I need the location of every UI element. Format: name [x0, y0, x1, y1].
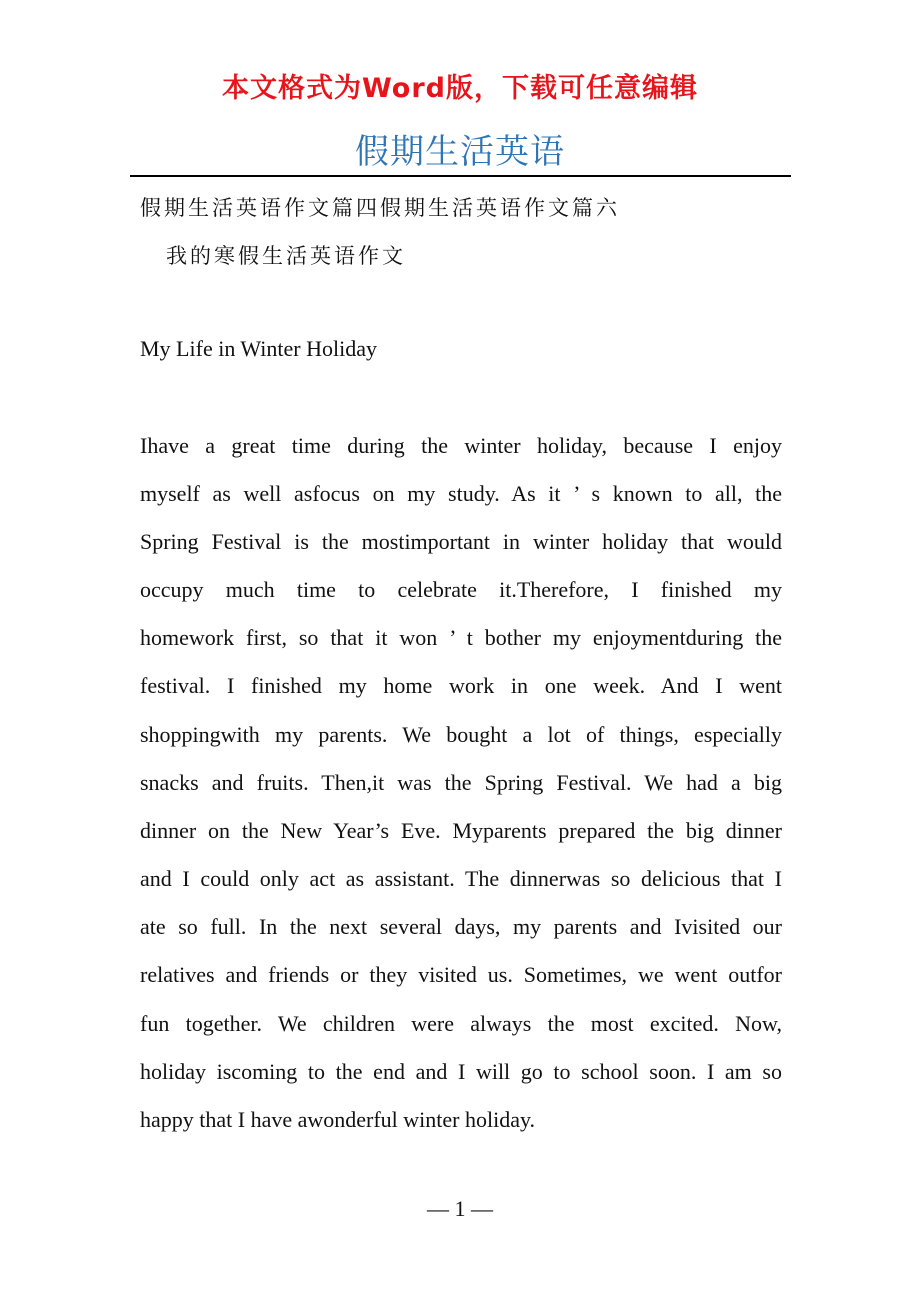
- subtitle-line-1: 假期生活英语作文篇四假期生活英语作文篇六: [140, 196, 620, 220]
- essay-line: occupy much time to celebrate it.Therefore, I finished my: [140, 577, 782, 602]
- essay-line: Spring Festival is the mostimportant in winter holiday that would: [140, 529, 782, 554]
- essay-line: Ihave a great time during the winter holiday, because I enjoy: [140, 433, 782, 458]
- essay-line: happy that I have awonderful winter holiday.: [140, 1107, 536, 1132]
- essay-line: relatives and friends or they visited us. Sometimes, we went outfor: [140, 962, 782, 987]
- essay-line: festival. I finished my home work in one week. And I went: [140, 673, 782, 698]
- essay-line: snacks and fruits. Then,it was the Spring Festival. We had a big: [140, 770, 782, 795]
- essay-line: holiday iscoming to the end and I will go to school soon. I am so: [140, 1059, 782, 1084]
- essay-line: fun together. We children were always the most excited. Now,: [140, 1011, 782, 1036]
- essay-line: and I could only act as assistant. The dinnerwas so delicious that I: [140, 866, 782, 891]
- subtitle-line-2: 我的寒假生活英语作文: [166, 244, 406, 268]
- page-number: — 1 —: [427, 1196, 493, 1221]
- essay-line: ate so full. In the next several days, my parents and Ivisited our: [140, 914, 782, 939]
- essay-heading: My Life in Winter Holiday: [140, 336, 377, 361]
- format-banner: 本文格式为Word版，下载可任意编辑: [221, 73, 698, 104]
- essay-line: shoppingwith my parents. We bought a lot of things, especially: [140, 722, 782, 747]
- essay-line: dinner on the New Year’s Eve. Myparents prepared the big dinner: [140, 818, 782, 843]
- essay-line: myself as well asfocus on my study. As it ’ s known to all, the: [140, 481, 782, 506]
- essay-line: homework first, so that it won ’ t bother my enjoymentduring the: [140, 625, 782, 650]
- title-divider: [130, 175, 791, 177]
- page-title: 假期生活英语: [355, 132, 565, 172]
